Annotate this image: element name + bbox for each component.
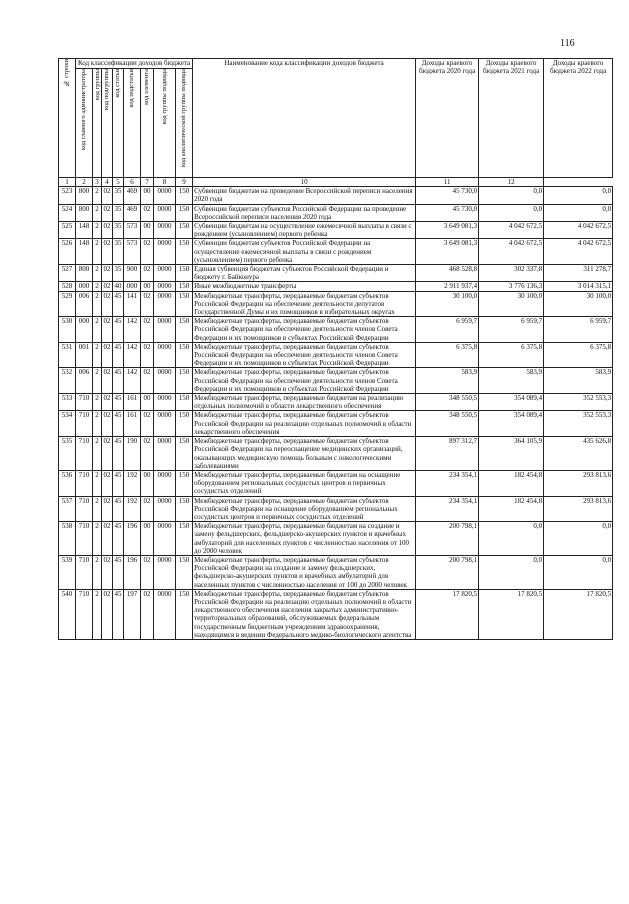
- table-row: [59, 239, 613, 265]
- code-administrator: 001: [76, 342, 93, 368]
- code-article: 35: [113, 222, 124, 239]
- revenue-2020: 200 798,1: [416, 522, 479, 556]
- code-administrator: 800: [76, 187, 93, 204]
- code-element: 02: [141, 437, 154, 471]
- code-element: 02: [141, 589, 154, 639]
- code-administrator: 148: [76, 239, 93, 265]
- revenue-2022: 4 042 672,5: [544, 239, 613, 265]
- column-number: 2: [76, 178, 93, 187]
- code-administrator: 000: [76, 282, 93, 291]
- code-subgroup: 02: [102, 187, 113, 204]
- code-group: 2: [93, 555, 102, 589]
- code-subtype-group: 0000: [154, 204, 176, 221]
- table-row: [59, 368, 613, 394]
- code-article: 45: [113, 470, 124, 496]
- code-administrator: 710: [76, 437, 93, 471]
- revenue-2022: 435 626,8: [544, 437, 613, 471]
- header-code-analytic-group: код аналитической группы подвида: [176, 69, 193, 178]
- table-row: [59, 411, 613, 437]
- code-element: 02: [141, 317, 154, 343]
- table-body: [59, 187, 613, 640]
- revenue-2022: 293 813,6: [544, 496, 613, 522]
- revenue-2021: 0,0: [479, 204, 544, 221]
- revenue-name: Межбюджетные трансферты, передаваемые бюджетам субъектов Российской Федерации на обеспечение деятельности членов Совета Федерации и их помощников в субъектах Российской Федерации: [193, 368, 416, 394]
- revenue-2021: 30 100,0: [479, 291, 544, 317]
- table-row: [59, 589, 613, 639]
- row-number: 535: [59, 437, 76, 471]
- row-number: 527: [59, 265, 76, 282]
- code-analytic-group: 150: [176, 187, 193, 204]
- code-article: 45: [113, 411, 124, 437]
- revenue-2020: 200 798,1: [416, 555, 479, 589]
- revenue-2022: 352 553,3: [544, 411, 613, 437]
- code-subgroup: 02: [102, 411, 113, 437]
- table-row: [59, 470, 613, 496]
- header-row-number: № строки: [59, 59, 76, 178]
- code-group: 2: [93, 282, 102, 291]
- revenue-2020: 6 959,7: [416, 317, 479, 343]
- revenue-2021: 4 042 672,5: [479, 239, 544, 265]
- code-subarticle: 192: [124, 496, 141, 522]
- revenue-name: Субвенции бюджетам субъектов Российской Федерации на проведение Всероссийской переписи населения 2020 года: [193, 204, 416, 221]
- column-number: 12: [479, 178, 544, 187]
- code-article: 35: [113, 265, 124, 282]
- code-analytic-group: 150: [176, 291, 193, 317]
- code-group: 2: [93, 496, 102, 522]
- revenue-name: Межбюджетные трансферты, передаваемые бюджетам на реализацию отдельных полномочий в области лекарственного обеспечения: [193, 394, 416, 411]
- code-subarticle: 192: [124, 470, 141, 496]
- code-analytic-group: 150: [176, 411, 193, 437]
- code-element: 02: [141, 342, 154, 368]
- code-subarticle: 190: [124, 437, 141, 471]
- header-code-group: код группы: [93, 69, 102, 178]
- code-group: 2: [93, 204, 102, 221]
- revenue-2020: 2 911 937,4: [416, 282, 479, 291]
- code-subarticle: 900: [124, 265, 141, 282]
- code-subarticle: 142: [124, 342, 141, 368]
- code-subgroup: 02: [102, 394, 113, 411]
- revenue-2020: 468 528,8: [416, 265, 479, 282]
- code-subtype-group: 0000: [154, 342, 176, 368]
- row-number: 528: [59, 282, 76, 291]
- code-subtype-group: 0000: [154, 496, 176, 522]
- row-number: 537: [59, 496, 76, 522]
- row-number: 531: [59, 342, 76, 368]
- revenue-name: Иные межбюджетные трансферты: [193, 282, 416, 291]
- column-number: 4: [102, 178, 113, 187]
- column-number: 7: [141, 178, 154, 187]
- code-group: 2: [93, 222, 102, 239]
- code-subtype-group: 0000: [154, 555, 176, 589]
- code-element: 00: [141, 470, 154, 496]
- code-subarticle: 196: [124, 522, 141, 556]
- code-analytic-group: 150: [176, 555, 193, 589]
- revenue-name: Межбюджетные трансферты, передаваемые бюджетам на создание и замену фельдшерских, фельдшерско-акушерских пунктов и врачебных амбулаторий для населенных пунктов с численностью населения от 100 до 2000 человек: [193, 522, 416, 556]
- code-subgroup: 02: [102, 222, 113, 239]
- header-code-element: код элемента: [141, 69, 154, 178]
- row-number: 539: [59, 555, 76, 589]
- revenue-2020: 3 649 081,3: [416, 222, 479, 239]
- code-subarticle: 197: [124, 589, 141, 639]
- revenue-2020: 348 550,5: [416, 394, 479, 411]
- table-row: [59, 394, 613, 411]
- code-article: 35: [113, 239, 124, 265]
- code-subtype-group: 0000: [154, 239, 176, 265]
- code-administrator: 710: [76, 555, 93, 589]
- table-row: [59, 204, 613, 221]
- revenue-2022: 0,0: [544, 522, 613, 556]
- code-administrator: 710: [76, 470, 93, 496]
- code-article: 45: [113, 496, 124, 522]
- code-subarticle: 469: [124, 187, 141, 204]
- code-element: 02: [141, 411, 154, 437]
- header-classification-group: Код классификации доходов бюджета: [76, 59, 193, 69]
- code-article: 40: [114, 282, 122, 291]
- header-code-subgroup: код подгруппы: [102, 69, 113, 178]
- code-subtype-group: 0000: [154, 291, 176, 317]
- revenue-name: Межбюджетные трансферты, передаваемые бюджетам субъектов Российской Федерации на создание и замену фельдшерских, фельдшерско-акушерских пунктов и врачебных амбулаторий для населенных пунктов с численностью населения от 100 до 2000 человек: [193, 555, 416, 589]
- table-row: [59, 317, 613, 343]
- revenue-2021: 364 105,9: [479, 437, 544, 471]
- code-subgroup: 02: [102, 317, 113, 343]
- page-number: 116: [560, 38, 575, 49]
- revenue-2021: 302 337,8: [479, 265, 544, 282]
- code-subgroup: 02: [102, 204, 113, 221]
- revenue-2020: 234 354,1: [416, 496, 479, 522]
- budget-revenue-table: [58, 58, 613, 640]
- revenue-2021: 354 089,4: [479, 394, 544, 411]
- code-element: 02: [141, 368, 154, 394]
- code-article: 45: [113, 368, 124, 394]
- table-row: [59, 555, 613, 589]
- code-article: 45: [113, 437, 124, 471]
- code-subarticle: 573: [124, 222, 141, 239]
- revenue-2021: 0,0: [479, 555, 544, 589]
- revenue-2021: 0,0: [479, 187, 544, 204]
- code-group: 2: [93, 265, 102, 282]
- code-group: 2: [93, 239, 102, 265]
- revenue-name: Межбюджетные трансферты, передаваемые бюджетам субъектов Российской Федерации на реализацию отдельных полномочий в области лекарственного обеспечения населения закрытых административно-территориальных образований, обслуживаемых федеральным государственным бюджетным учреждениям здравоохранения, находящимся в ведении Федерального медико-биологического агентства: [193, 589, 416, 639]
- code-subarticle: 161: [124, 394, 141, 411]
- table-row: [59, 282, 613, 291]
- row-number: 534: [59, 411, 76, 437]
- column-number: 5: [113, 178, 124, 187]
- code-subtype-group: 0000: [154, 437, 176, 471]
- code-analytic-group: 150: [176, 589, 193, 639]
- code-analytic-group: 150: [176, 265, 193, 282]
- header-code-subtype-group: код группы подвида: [154, 69, 176, 178]
- code-subtype-group: 0000: [154, 589, 176, 639]
- revenue-2021: 4 042 672,5: [479, 222, 544, 239]
- column-number: 6: [124, 178, 141, 187]
- code-subgroup: 02: [102, 239, 113, 265]
- code-subgroup: 02: [102, 555, 113, 589]
- code-subgroup: 02: [102, 265, 113, 282]
- table-row: [59, 222, 613, 239]
- table-row: [59, 265, 613, 282]
- revenue-2022: 583,9: [544, 368, 613, 394]
- code-article: 45: [113, 291, 124, 317]
- revenue-2021: 583,9: [479, 368, 544, 394]
- code-group: 2: [93, 187, 102, 204]
- code-group: 2: [93, 342, 102, 368]
- code-element: 00: [141, 222, 154, 239]
- row-number: 536: [59, 470, 76, 496]
- header-code-administrator: код главного администратора: [76, 69, 93, 178]
- code-subgroup: 02: [102, 496, 113, 522]
- column-number: 1: [59, 178, 76, 187]
- code-subgroup: 02: [102, 470, 113, 496]
- row-number: 530: [59, 317, 76, 343]
- code-element: 00: [141, 394, 154, 411]
- row-number: 532: [59, 368, 76, 394]
- revenue-2022: 30 100,0: [544, 291, 613, 317]
- revenue-name: Субвенции бюджетам на проведение Всероссийской переписи населения 2020 года: [193, 187, 416, 204]
- header-name: Наименование кода классификации доходов бюджета: [193, 59, 416, 178]
- code-element: 02: [141, 291, 154, 317]
- table-row: [59, 342, 613, 368]
- revenue-2021: 3 776 136,3: [479, 282, 544, 291]
- code-subtype-group: 0000: [154, 394, 176, 411]
- row-number: 533: [59, 394, 76, 411]
- code-administrator: 800: [76, 265, 93, 282]
- code-subtype-group: 0000: [154, 265, 176, 282]
- table-row: [59, 496, 613, 522]
- code-administrator: 006: [76, 368, 93, 394]
- revenue-2020: 45 730,0: [416, 187, 479, 204]
- revenue-2021: 0,0: [479, 522, 544, 556]
- code-subarticle: 142: [124, 317, 141, 343]
- code-article: 35: [113, 204, 124, 221]
- code-subarticle: 161: [124, 411, 141, 437]
- code-group: 2: [93, 589, 102, 639]
- code-analytic-group: 150: [176, 368, 193, 394]
- code-administrator: 710: [76, 522, 93, 556]
- revenue-name: Межбюджетные трансферты, передаваемые бюджетам субъектов Российской Федерации на реализацию отдельных полномочий в области лекарственного обеспечения: [193, 411, 416, 437]
- code-analytic-group: 150: [176, 342, 193, 368]
- column-numbering-row: [59, 178, 613, 187]
- revenue-2022: 4 042 672,5: [544, 222, 613, 239]
- revenue-name: Межбюджетные трансферты, передаваемые бюджетам субъектов Российской Федерации на обеспечение деятельности депутатов Государственной Думы и их помощников в избирательных округах: [193, 291, 416, 317]
- revenue-2020: 583,9: [416, 368, 479, 394]
- revenue-2021: 17 820,5: [479, 589, 544, 639]
- revenue-name: Межбюджетные трансферты, передаваемые бюджетам субъектов Российской Федерации на переоснащение медицинских организаций, оказывающих медицинскую помощь больным с онкологическими заболеваниями: [193, 437, 416, 471]
- revenue-2021: 182 454,8: [479, 470, 544, 496]
- code-analytic-group: 150: [176, 496, 193, 522]
- code-article: 45: [113, 589, 124, 639]
- code-analytic-group: 150: [176, 204, 193, 221]
- code-subtype-group: 0000: [154, 470, 176, 496]
- revenue-name: Межбюджетные трансферты, передаваемые бюджетам субъектов Российской Федерации на обеспечение деятельности членов Совета Федерации и их помощников в субъектах Российской Федерации: [193, 342, 416, 368]
- code-subtype-group: 0000: [154, 282, 176, 291]
- revenue-2022: 6 375,8: [544, 342, 613, 368]
- code-group: 2: [93, 411, 102, 437]
- code-subarticle: 141: [124, 291, 141, 317]
- revenue-2020: 3 649 081,3: [416, 239, 479, 265]
- code-subgroup: 02: [102, 589, 113, 639]
- revenue-2022: 6 959,7: [544, 317, 613, 343]
- code-group: 2: [93, 317, 102, 343]
- code-group: 2: [93, 394, 102, 411]
- code-administrator: 710: [76, 411, 93, 437]
- code-article: 45: [113, 342, 124, 368]
- revenue-name: Единая субвенция бюджетам субъектов Российской Федерации и бюджету г. Байконура: [193, 265, 416, 282]
- header-code-subarticle: код подстатьи: [124, 69, 141, 178]
- revenue-2022: 0,0: [544, 204, 613, 221]
- code-element: 02: [141, 555, 154, 589]
- revenue-2022: 17 820,5: [544, 589, 613, 639]
- revenue-2020: 30 100,0: [416, 291, 479, 317]
- code-subgroup: 02: [102, 522, 113, 556]
- code-analytic-group: 150: [176, 282, 193, 291]
- code-group: 2: [93, 291, 102, 317]
- code-administrator: 000: [76, 317, 93, 343]
- column-number: 11: [416, 178, 479, 187]
- row-number: 526: [59, 239, 76, 265]
- code-subarticle: 142: [124, 368, 141, 394]
- revenue-name: Субвенции бюджетам на осуществление ежемесячной выплаты в связи с рождением (усыновлением) первого ребенка: [193, 222, 416, 239]
- code-administrator: 710: [76, 394, 93, 411]
- table-row: [59, 522, 613, 556]
- code-analytic-group: 150: [176, 437, 193, 471]
- code-analytic-group: 150: [176, 394, 193, 411]
- revenue-2020: 6 375,8: [416, 342, 479, 368]
- column-number: 3: [93, 178, 102, 187]
- code-administrator: 148: [76, 222, 93, 239]
- table-row: [59, 437, 613, 471]
- table-row: [59, 291, 613, 317]
- code-subtype-group: 0000: [154, 368, 176, 394]
- revenue-2020: 348 550,5: [416, 411, 479, 437]
- code-subgroup: 02: [103, 282, 111, 291]
- code-subgroup: 02: [102, 291, 113, 317]
- row-number: 524: [59, 204, 76, 221]
- column-number: 8: [154, 178, 176, 187]
- revenue-2021: 182 454,8: [479, 496, 544, 522]
- code-group: 2: [93, 368, 102, 394]
- revenue-2022: 293 813,6: [544, 470, 613, 496]
- code-article: 35: [113, 187, 124, 204]
- revenue-2022: 311 278,7: [544, 265, 613, 282]
- code-administrator: 710: [76, 589, 93, 639]
- revenue-2020: 45 730,0: [416, 204, 479, 221]
- code-analytic-group: 150: [176, 317, 193, 343]
- revenue-2020: 234 354,1: [416, 470, 479, 496]
- code-analytic-group: 150: [176, 239, 193, 265]
- revenue-2022: 0,0: [544, 187, 613, 204]
- row-number: 523: [59, 187, 76, 204]
- code-administrator: 800: [76, 204, 93, 221]
- code-analytic-group: 150: [176, 222, 193, 239]
- revenue-2022: 3 014 315,1: [544, 282, 613, 291]
- header-code-article: код статьи: [113, 69, 124, 178]
- revenue-2021: 6 959,7: [479, 317, 544, 343]
- code-subtype-group: 0000: [154, 222, 176, 239]
- code-subtype-group: 0000: [154, 411, 176, 437]
- row-number: 525: [59, 222, 76, 239]
- code-element: 00: [141, 187, 154, 204]
- code-subtype-group: 0000: [154, 317, 176, 343]
- revenue-2021: 6 375,8: [479, 342, 544, 368]
- column-number: 10: [193, 178, 416, 187]
- code-article: 45: [113, 394, 124, 411]
- revenue-2021: 354 089,4: [479, 411, 544, 437]
- row-number: 529: [59, 291, 76, 317]
- code-analytic-group: 150: [176, 470, 193, 496]
- revenue-name: Межбюджетные трансферты, передаваемые бюджетам на оснащение оборудованием региональных сосудистых центров и первичных сосудистых отделений: [193, 470, 416, 496]
- code-subarticle: 469: [124, 204, 141, 221]
- code-subtype-group: 0000: [154, 522, 176, 556]
- code-subarticle: 573: [124, 239, 141, 265]
- revenue-2022: 352 553,3: [544, 394, 613, 411]
- revenue-name: Субвенции бюджетам субъектов Российской Федерации на осуществление ежемесячной выплаты в связи с рождением (усыновлением) первого ребенка: [193, 239, 416, 265]
- revenue-name: Межбюджетные трансферты, передаваемые бюджетам субъектов Российской Федерации на оснащение оборудованием региональных сосудистых центров и первичных сосудистых отделений: [193, 496, 416, 522]
- code-element: 02: [141, 265, 154, 282]
- revenue-2022: 0,0: [544, 555, 613, 589]
- code-article: 45: [113, 522, 124, 556]
- revenue-2020: 897 312,7: [416, 437, 479, 471]
- code-analytic-group: 150: [176, 522, 193, 556]
- code-element: 02: [141, 496, 154, 522]
- code-administrator: 006: [76, 291, 93, 317]
- code-subgroup: 02: [102, 342, 113, 368]
- column-number: 9: [176, 178, 193, 187]
- code-subarticle: 000: [124, 282, 141, 291]
- code-subarticle: 196: [124, 555, 141, 589]
- code-article: 45: [113, 555, 124, 589]
- code-element: 02: [141, 204, 154, 221]
- code-administrator: 710: [76, 496, 93, 522]
- code-subgroup: 02: [102, 437, 113, 471]
- header-revenue-2021: Доходы краевого бюджета 2021 года: [479, 59, 544, 178]
- header-revenue-2022: Доходы краевого бюджета 2022 года: [544, 59, 613, 178]
- code-element: 00: [141, 522, 154, 556]
- row-number: 538: [59, 522, 76, 556]
- code-subgroup: 02: [102, 368, 113, 394]
- code-group: 2: [93, 437, 102, 471]
- code-element: 00: [141, 282, 154, 291]
- table-row: [59, 187, 613, 204]
- code-subtype-group: 0000: [154, 187, 176, 204]
- revenue-name: Межбюджетные трансферты, передаваемые бюджетам субъектов Российской Федерации на обеспечение деятельности членов Совета Федерации и их помощников в субъектах Российской Федерации: [193, 317, 416, 343]
- revenue-2020: 17 820,5: [416, 589, 479, 639]
- header-revenue-2020: Доходы краевого бюджета 2020 года: [416, 59, 479, 178]
- row-number: 540: [59, 589, 76, 639]
- code-group: 2: [93, 522, 102, 556]
- code-article: 45: [113, 317, 124, 343]
- code-element: 02: [141, 239, 154, 265]
- code-group: 2: [93, 470, 102, 496]
